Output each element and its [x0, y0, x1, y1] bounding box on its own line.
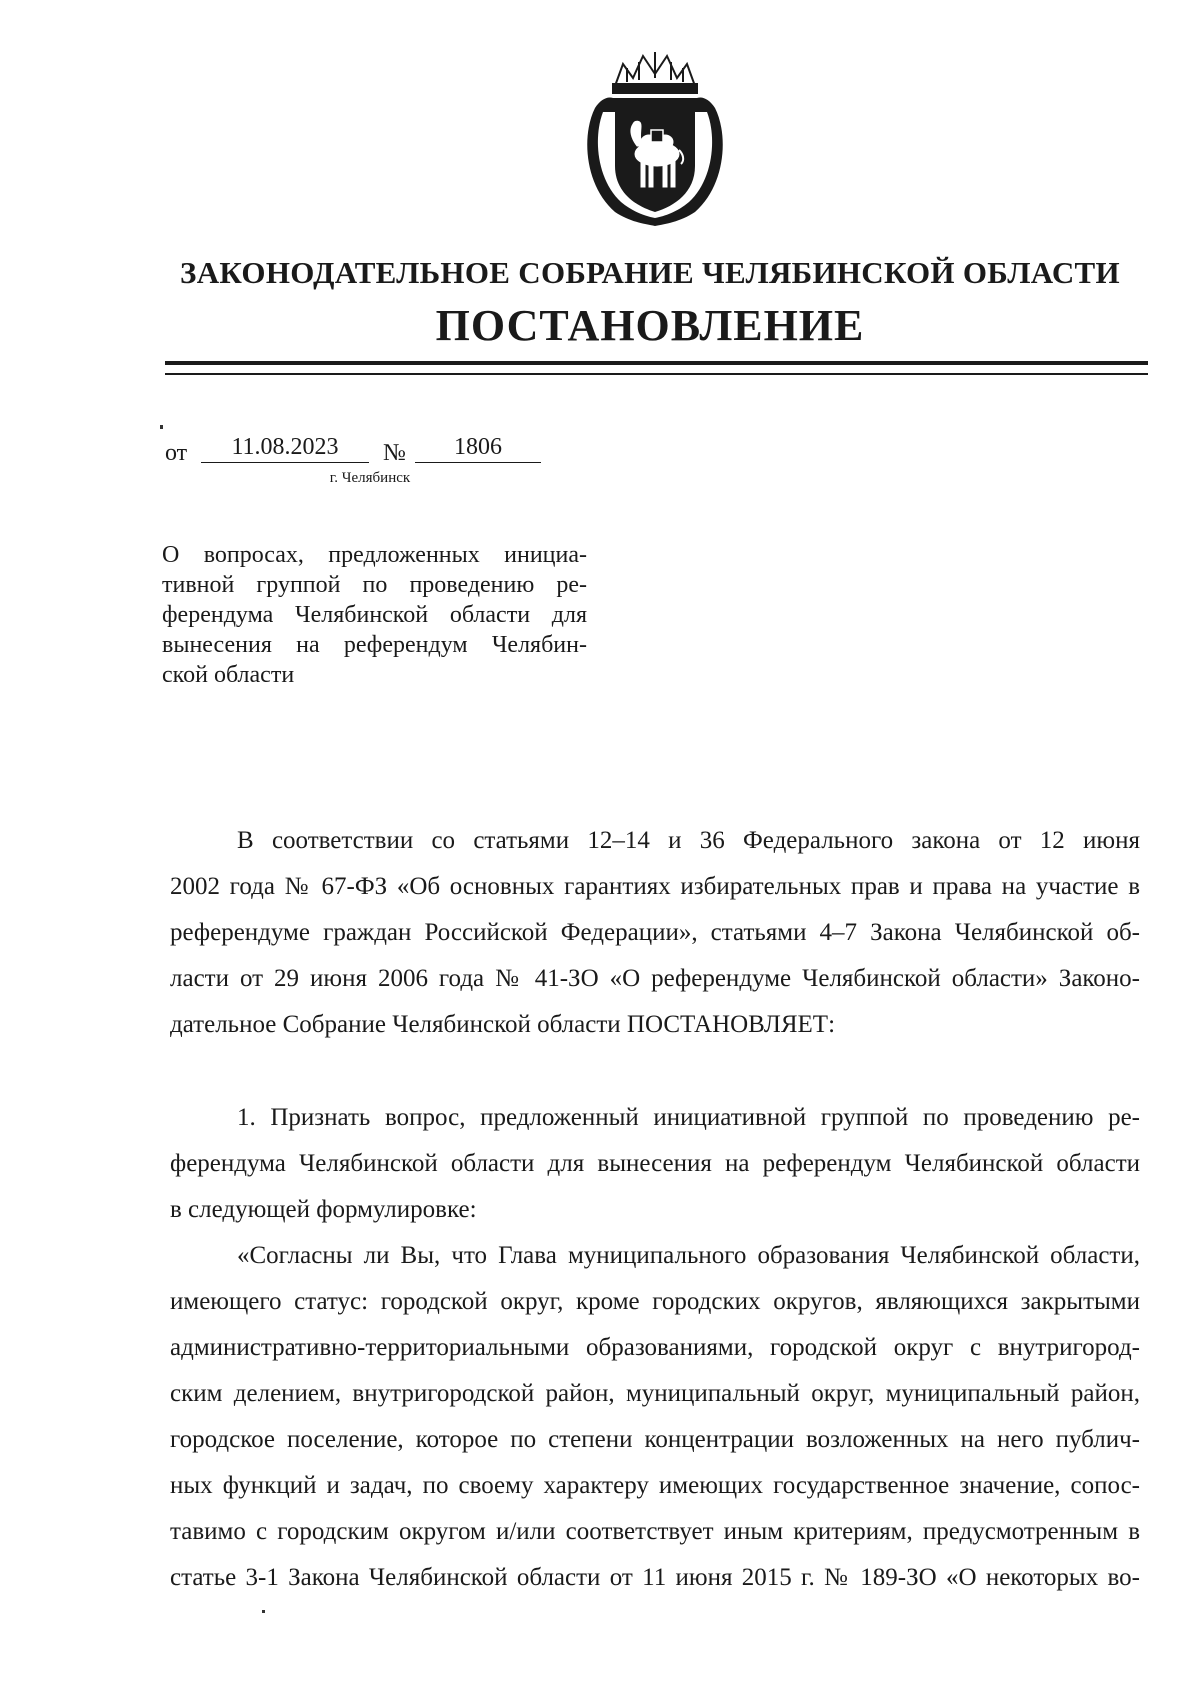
coat-of-arms-icon — [575, 46, 735, 228]
clause-line: статье 3-1 Закона Челябинской области от 11 июня 2015 г. № 189-ЗО «О некоторых во- — [170, 1564, 1140, 1591]
clause-1 — [170, 1095, 1140, 1601]
date-label: от — [165, 440, 188, 466]
clause-line: тавимо с городским округом и/или соответствует иным критериям, предусмотренным в — [170, 1518, 1140, 1545]
scan-artifact — [262, 1610, 265, 1613]
scan-artifact — [160, 425, 163, 429]
clause-line: имеющего статус: городской округ, кроме городских округов, являющихся закрытыми — [170, 1288, 1140, 1315]
clause-line: ных функций и задач, по своему характеру имеющих государственное значение, сопос- — [170, 1472, 1140, 1499]
preamble-line: ласти от 29 июня 2006 года № 41-ЗО «О референдуме Челябинской области» Законо- — [170, 965, 1140, 992]
header-rule-thick — [165, 361, 1148, 365]
preamble-line: 2002 года № 67-ФЗ «Об основных гарантиях избирательных прав и права на участие в — [170, 873, 1140, 900]
subject-line: ской области — [162, 662, 295, 688]
clause-line: административно-территориальными образованиями, городской округ с внутригород- — [170, 1334, 1140, 1361]
preamble-line: дательное Собрание Челябинской области ПОСТАНОВЛЯЕТ: — [170, 1011, 836, 1038]
subject-line: ферендума Челябинской области для — [162, 602, 587, 628]
preamble-line: референдуме граждан Российской Федерации», статьями 4–7 Закона Челябинской об- — [170, 919, 1140, 946]
clause-line: ферендума Челябинской области для вынесения на референдум Челябинской области — [170, 1150, 1140, 1177]
subject-line: тивной группой по проведению ре- — [162, 572, 587, 598]
preamble-line: В соответствии со статьями 12–14 и 36 Федерального закона от 12 июня — [237, 827, 1140, 854]
document-subject — [162, 540, 587, 690]
clause-line: в следующей формулировке: — [170, 1196, 477, 1223]
organization-name: ЗАКОНОДАТЕЛЬНОЕ СОБРАНИЕ ЧЕЛЯБИНСКОЙ ОБЛАСТИ — [180, 255, 1120, 290]
clause-line: городское поселение, которое по степени концентрации возложенных на него публич- — [170, 1426, 1140, 1453]
city-label: г. Челябинск — [329, 470, 411, 486]
subject-line: вынесения на референдум Челябин- — [162, 632, 587, 658]
subject-line: О вопросах, предложенных инициа- — [162, 542, 587, 568]
clause-line: ским делением, внутригородской район, муниципальный округ, муниципальный район, — [170, 1380, 1140, 1407]
number-label: № — [383, 440, 406, 466]
clause-line: «Согласны ли Вы, что Глава муниципального образования Челябинской области, — [237, 1242, 1140, 1269]
header-rule-thin — [165, 373, 1148, 375]
document-type-title: ПОСТАНОВЛЕНИЕ — [435, 301, 865, 350]
number-value: 1806 — [415, 432, 541, 463]
preamble-paragraph — [170, 818, 1140, 1048]
clause-line: 1. Признать вопрос, предложенный инициативной группой по проведению ре- — [237, 1104, 1140, 1131]
date-value: 11.08.2023 — [201, 432, 369, 463]
